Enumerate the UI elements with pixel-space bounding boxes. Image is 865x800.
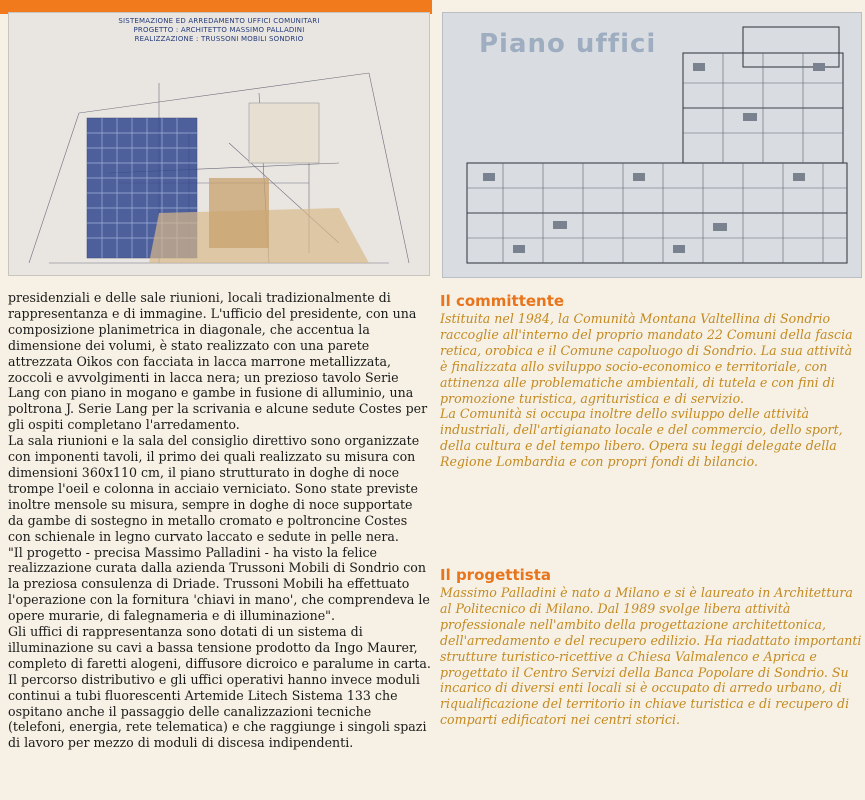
- committente-title: Il committente: [440, 292, 565, 310]
- progettista-title: Il progettista: [440, 566, 551, 584]
- article-paragraph: Gli uffici di rappresentanza sono dotati di un sistema di illuminazione su cavi a bassa tensione prodotto da Ingo Maurer, completo di faretti alogeni, diffusore dicroico e paralume in carta. Il percorso distributivo e gli uffici operativi hanno invece moduli continui a tubi fluorescenti Artemide Litech Sistema 133 che ospitano anche il passaggio delle canalizzazioni tecniche (telefoni, energia, rete telematica) e che raggiunge i singoli spazi di lavoro per mezzo di moduli di discesa indipendenti.: [8, 624, 431, 751]
- article-paragraph: "Il progetto - precisa Massimo Palladini - ha visto la felice realizzazione curata dalla azienda Trussoni Mobili di Sondrio con la preziosa consulenza di Driade. Trussoni Mobili ha effettuato l'operazione con la fornitura 'chiavi in mano', che comprendeva le opere murarie, di falegnameria e di illuminazione".: [8, 544, 430, 624]
- sketch-caption-line: REALIZZAZIONE : TRUSSONI MOBILI SONDRIO: [134, 35, 304, 43]
- sketch-caption-line: SISTEMAZIONE ED ARREDAMENTO UFFICI COMUNITARI: [118, 17, 320, 25]
- progettista-paragraph: Massimo Palladini è nato a Milano e si è laureato in Architettura al Politecnico di Milano. Dal 1989 svolge libera attività professionale nell'ambito della progettazione architettonica, dell'arredamento e del recupero edilizio. Ha riadattato importanti strutture turistico-ricettive a Chiesa Valmalenco e Aprica e progettato il Centro Servizi della Banca Popolare di Sondrio. Su incarico di diversi enti locali si è occupato di arredo urbano, di riqualificazione del territorio in chiave turistica e di recupero di comparti edificatori nei centri storici.: [440, 585, 862, 728]
- article-paragraph: La sala riunioni e la sala del consiglio direttivo sono organizzate con imponenti tavoli, il primo dei quali realizzato su misura con dimensioni 360x110 cm, il piano strutturato in doghe di noce trompe l'oeil e colonna in acciaio verniciato. Sono state previste inoltre mensole su misura, sempre in doghe di noce supportate da gambe di sostegno in metallo cromato e poltroncine Costes con schienale in legno curvato laccato e sedute in pelle nera.: [8, 433, 420, 544]
- committente-paragraph: La Comunità si occupa inoltre dello sviluppo delle attività industriali, dell'artigianato locale e del commercio, dello sport, della cultura e del tempo libero. Opera su leggi delegate della Regione Lombardia e con propri fondi di bilancio.: [440, 406, 843, 470]
- sketch-drawing: [9, 13, 430, 276]
- article-body: [8, 290, 432, 751]
- committente-section: [440, 292, 862, 470]
- committente-paragraph: Istituita nel 1984, la Comunità Montana Valtellina di Sondrio raccoglie all'interno del proprio mandato 22 Comuni della fascia retica, orobica e il Comune capoluogo di Sondrio. La sua attività è finalizzata allo sviluppo socio-economico e territoriale, con attinenza alle problematiche ambientali, di tutela e con fini di promozione turistica, agrituristica e di servizio.: [440, 311, 853, 406]
- floor-plan-drawing: [443, 13, 862, 278]
- floor-plan-image: [442, 12, 862, 278]
- progettista-section: [440, 566, 862, 728]
- perspective-sketch-image: [8, 12, 430, 276]
- plan-header: Piano uffici: [479, 29, 657, 59]
- article-paragraph: presidenziali e delle sale riunioni, locali tradizionalmente di rappresentanza e di immagine. L'ufficio del presidente, con una composizione planimetrica in diagonale, che accentua la dimensione dei volumi, è stato realizzato con una parete attrezzata Oikos con facciata in lacca marrone metallizzata, zoccoli e avvolgimenti in lacca nera; un prezioso tavolo Serie Lang con piano in mogano e gambe in fusione di alluminio, una poltrona J. Serie Lang per la scrivania e alcune sedute Costes per gli ospiti completano l'arredamento.: [8, 290, 428, 433]
- sketch-caption-line: PROGETTO : ARCHITETTO MASSIMO PALLADINI: [133, 26, 305, 34]
